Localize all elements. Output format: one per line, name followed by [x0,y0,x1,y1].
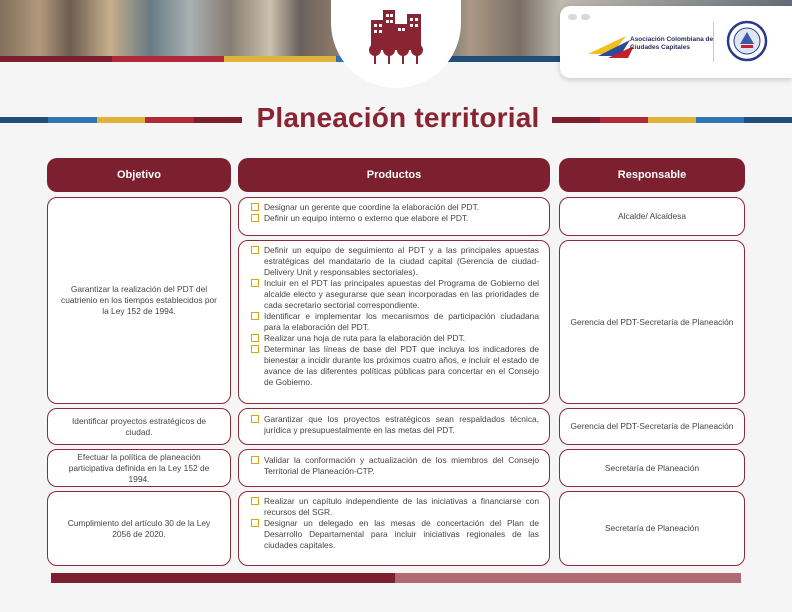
responsible-cell [559,408,745,445]
logo-card [560,6,792,78]
checkbox-icon [251,456,259,464]
responsible-text: Alcalde/ Alcaldesa [618,211,686,221]
checkbox-icon [251,312,259,320]
objective-text: Garantizar la realización del PDT del cuatrienio en los tiempos establecidos por la Ley 152 de 1994. [61,284,217,316]
header-responsable: Responsable [559,158,745,192]
header-color-stripe [0,56,560,62]
product-item: Validar la conformación y actualización de los miembros del Consejo Territorial de Planeación-CTP. [251,455,539,477]
checkbox-icon [251,415,259,423]
header-objetivo: Objetivo [47,158,231,192]
checkbox-icon [251,246,259,254]
responsible-text: Secretaría de Planeación [604,462,700,473]
product-item: Garantizar que los proyectos estratégicos sean respaldados técnica, jurídica y presupuestalmente en las metas del PDT. [251,414,539,436]
product-item: Determinar las líneas de base del PDT que incluya los indicadores de bienestar a incidir durante los próximos cuatro años, e incluir el estado de avance de las diferentes políticas públicas para concertar en el Consejo de Gobierno. [251,344,539,388]
responsible-text: Gerencia del PDT-Secretaría de Planeación [570,421,734,431]
products-cell [238,491,550,566]
objective-cell [47,449,231,487]
product-item: Incluir en el PDT las principales apuestas del Programa de Gobierno del alcalde electo y asegurarse que sean incorporadas en las prioridades de cada secretario sectorial correspondiente. [251,278,539,311]
circular-seal-icon [726,20,768,62]
responsible-text: Secretaría de Planeación [604,523,700,533]
responsible-cell [559,449,745,487]
page-title: Planeación territorial [256,102,540,133]
association-name: Asociación Colombiana de Ciudades Capitales [630,36,714,51]
card-divider [713,22,714,62]
product-item: Designar un gerente que coordine la elaboración del PDT. [251,202,539,213]
products-cell [238,197,550,236]
products-cell [238,449,550,487]
title-row [0,102,792,138]
footer-bar-light [395,573,741,583]
checkbox-icon [251,345,259,353]
objective-cell [47,491,231,566]
product-item: Definir un equipo interno o externo que elabore el PDT. [251,213,539,224]
title-stripe-right [552,117,792,123]
responsible-cell [559,240,745,404]
products-cell [238,408,550,445]
objective-text: Identificar proyectos estratégicos de ciudad. [71,415,207,437]
checkbox-icon [251,497,259,505]
title-stripe-left [0,117,242,123]
footer-bar-dark [51,573,395,583]
checkbox-icon [251,203,259,211]
products-cell [238,240,550,404]
section-icon-badge [331,0,461,88]
product-item: Realizar un capítulo independiente de las iniciativas a financiarse con recursos del SGR. [251,496,539,518]
city-buildings-trees-icon [361,2,431,72]
objective-cell [47,408,231,445]
product-item: Identificar e implementar los mecanismos de participación ciudadana para la elaboración del PDT. [251,311,539,333]
checkbox-icon [251,334,259,342]
product-item: Definir un equipo de seguimiento al PDT y a las principales apuestas estratégicas del mandatario de la ciudad capital (Gerencia de ciudad-Delivery Unit y responsables sectoriales). [251,245,539,278]
product-item: Designar un delegado en las mesas de concertación del Plan de Desarrollo Departamental para incluir iniciativas regionales de las ciudades capitales. [251,518,539,551]
checkbox-icon [251,214,259,222]
checkbox-icon [251,519,259,527]
product-item: Realizar una hoja de ruta para la elaboración del PDT. [251,333,539,344]
header-productos: Productos [238,158,550,192]
objective-text: Efectuar la política de planeación participativa definida en la Ley 152 de 1994. [68,451,210,484]
responsible-cell [559,197,745,236]
checkbox-icon [251,279,259,287]
responsible-cell [559,491,745,566]
responsible-text: Gerencia del PDT-Secretaría de Planeación [570,316,734,327]
objective-text: Cumplimiento del artículo 30 de la Ley 2056 de 2020. [67,517,211,539]
card-dots [568,14,590,20]
objective-cell [47,197,231,404]
